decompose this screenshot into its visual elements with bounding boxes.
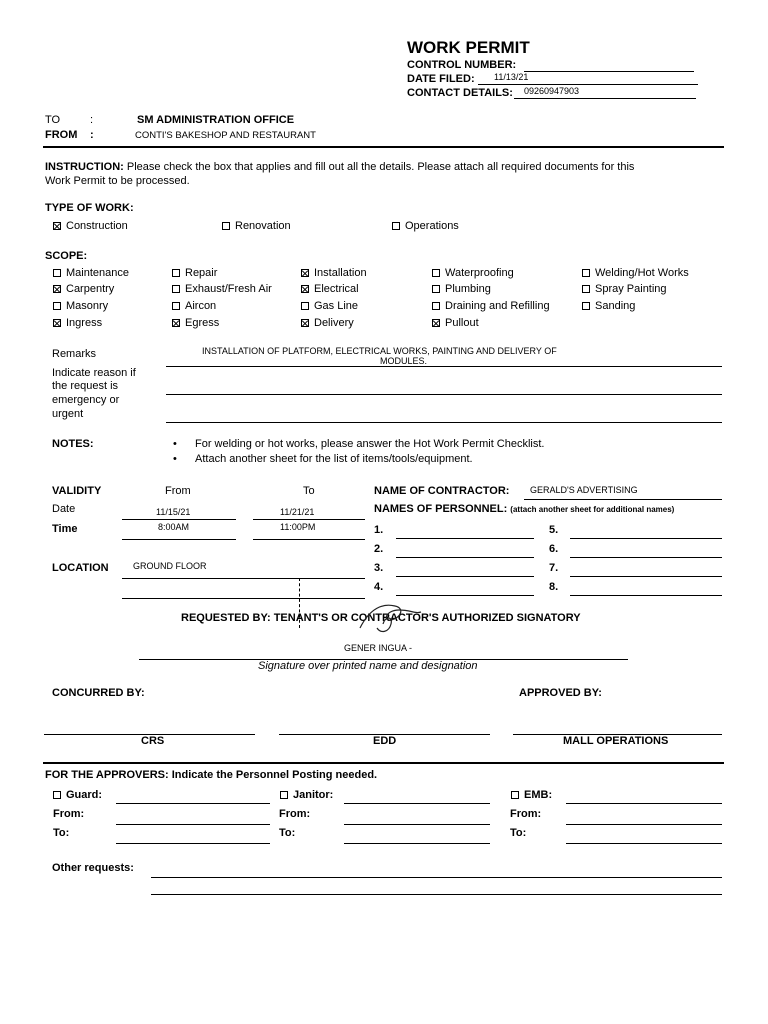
scope-ingress-checkbox[interactable]: Ingress — [53, 317, 102, 329]
personnel-number-4: 4. — [374, 581, 384, 593]
scope-spray-painting-checkbox[interactable]: Spray Painting — [582, 283, 667, 295]
to-value: SM ADMINISTRATION OFFICE — [137, 114, 295, 126]
contact-label: CONTACT DETAILS: — [407, 87, 513, 99]
control-number-field[interactable] — [524, 71, 694, 72]
emb-field[interactable] — [566, 803, 722, 804]
personnel-field-2[interactable] — [396, 557, 534, 558]
type-of-work-label: TYPE OF WORK: — [45, 202, 134, 214]
personnel-field-7[interactable] — [570, 576, 722, 577]
from-label: FROM — [45, 129, 78, 141]
validity-from-label: From — [165, 485, 191, 497]
scope-delivery-checkbox[interactable]: Delivery — [301, 317, 354, 329]
location-value: GROUND FLOOR — [133, 561, 207, 571]
time-from-value: 8:00AM — [158, 522, 190, 532]
validity-to-label: To — [303, 485, 315, 497]
emb-checkbox[interactable]: EMB: — [511, 789, 552, 801]
emb-from-field[interactable] — [566, 824, 722, 825]
note-item-2: Attach another sheet for the list of items/tools/equipment. — [195, 453, 473, 465]
reason-label-3: emergency or — [52, 394, 120, 406]
from-colon: : — [90, 129, 94, 141]
scope-masonry-checkbox[interactable]: Masonry — [53, 300, 108, 312]
approved-by-label: APPROVED BY: — [519, 687, 602, 699]
checkbox-icon — [172, 302, 180, 310]
mall-ops-label: MALL OPERATIONS — [563, 735, 669, 747]
guard-field[interactable] — [116, 803, 270, 804]
scope-repair-checkbox[interactable]: Repair — [172, 267, 217, 279]
personnel-number-3: 3. — [374, 562, 384, 574]
checkbox-icon — [222, 222, 230, 230]
personnel-number-1: 1. — [374, 524, 384, 536]
approvers-label: FOR THE APPROVERS: Indicate the Personnel Posting needed. — [45, 769, 378, 781]
scope-aircon-checkbox[interactable]: Aircon — [172, 300, 216, 312]
scope-pullout-checkbox[interactable]: Pullout — [432, 317, 479, 329]
checkbox-icon — [301, 285, 309, 293]
signatory-name: GENER INGUA - — [344, 643, 413, 653]
scope-carpentry-checkbox[interactable]: Carpentry — [53, 283, 114, 295]
checkbox-icon — [392, 222, 400, 230]
guard-from-label: From: — [53, 808, 85, 820]
note-bullet-1: • — [173, 438, 177, 450]
scope-installation-checkbox[interactable]: Installation — [301, 267, 367, 279]
from-value: CONTI'S BAKESHOP AND RESTAURANT — [135, 130, 316, 141]
checkbox-icon — [53, 285, 61, 293]
personnel-number-5: 5. — [549, 524, 559, 536]
contractor-name-label: NAME OF CONTRACTOR: — [374, 485, 510, 497]
date-label: Date — [52, 503, 76, 515]
crs-label: CRS — [141, 735, 165, 747]
approvals-divider — [43, 762, 724, 764]
scope-label: SCOPE: — [45, 250, 88, 262]
scope-waterproofing-checkbox[interactable]: Waterproofing — [432, 267, 514, 279]
to-label: TO — [45, 114, 61, 126]
signature-caption: Signature over printed name and designation — [258, 660, 478, 672]
janitor-to-field[interactable] — [344, 843, 490, 844]
location-label: LOCATION — [52, 562, 109, 574]
emb-from-label: From: — [510, 808, 542, 820]
janitor-checkbox[interactable]: Janitor: — [280, 789, 333, 801]
remarks-value-line2: MODULES. — [380, 356, 428, 366]
reason-label-4: urgent — [52, 408, 84, 420]
contractor-name-value: GERALD'S ADVERTISING — [530, 485, 638, 495]
concurred-by-label: CONCURRED BY: — [52, 687, 145, 699]
time-to-value: 11:00PM — [280, 522, 316, 532]
contact-value: 09260947903 — [524, 86, 580, 96]
guard-from-field[interactable] — [116, 824, 270, 825]
time-to-field[interactable] — [253, 539, 365, 540]
checkbox-icon — [301, 319, 309, 327]
personnel-number-6: 6. — [549, 543, 559, 555]
type-of-work-renovation-checkbox[interactable]: Renovation — [222, 220, 291, 232]
guard-to-label: To: — [53, 827, 70, 839]
personnel-field-4[interactable] — [396, 595, 534, 596]
validity-label: VALIDITY — [52, 485, 102, 497]
guard-checkbox[interactable]: Guard: — [53, 789, 102, 801]
checkbox-icon — [53, 319, 61, 327]
date-filed-field[interactable] — [478, 84, 698, 85]
page-title: WORK PERMIT — [407, 38, 530, 57]
reason-label-2: the request is — [52, 380, 119, 392]
notes-label: NOTES: — [52, 438, 94, 450]
personnel-field-1[interactable] — [396, 538, 534, 539]
location-field-line-1[interactable] — [122, 578, 365, 579]
remarks-field-line[interactable] — [166, 366, 722, 367]
checkbox-icon — [582, 269, 590, 277]
checkbox-icon — [172, 269, 180, 277]
checkbox-icon — [432, 319, 440, 327]
personnel-field-8[interactable] — [570, 595, 722, 596]
date-from-value: 11/15/21 — [156, 507, 191, 517]
scope-sanding-checkbox[interactable]: Sanding — [582, 300, 635, 312]
to-colon: : — [90, 114, 94, 126]
checkbox-icon — [172, 285, 180, 293]
checkbox-icon — [432, 269, 440, 277]
janitor-to-label: To: — [279, 827, 296, 839]
reason-field-line-1[interactable] — [166, 394, 722, 395]
checkbox-icon — [301, 269, 309, 277]
checkbox-icon — [301, 302, 309, 310]
requested-by-label: REQUESTED BY: TENANT'S OR CONTRACTOR'S AUTHORIZED SIGNATORY — [181, 612, 581, 624]
janitor-from-label: From: — [279, 808, 311, 820]
emb-to-label: To: — [510, 827, 527, 839]
personnel-number-8: 8. — [549, 581, 559, 593]
checkbox-icon — [172, 319, 180, 327]
location-field-line-2[interactable] — [122, 598, 365, 599]
emb-to-field[interactable] — [566, 843, 722, 844]
edd-label: EDD — [373, 735, 397, 747]
header-divider — [43, 146, 724, 148]
type-of-work-construction-checkbox[interactable]: Construction — [53, 220, 128, 232]
personnel-field-5[interactable] — [570, 538, 722, 539]
scope-welding-hot-works-checkbox[interactable]: Welding/Hot Works — [582, 267, 689, 279]
personnel-field-3[interactable] — [396, 576, 534, 577]
reason-field-line-2[interactable] — [166, 422, 722, 423]
checkbox-icon — [432, 285, 440, 293]
scope-draining-and-refilling-checkbox[interactable]: Draining and Refilling — [432, 300, 550, 312]
checkbox-icon — [53, 222, 61, 230]
instruction-line2: Work Permit to be processed. — [45, 175, 190, 187]
other-requests-field-1[interactable] — [151, 877, 722, 878]
note-bullet-2: • — [173, 453, 177, 465]
scope-gas-line-checkbox[interactable]: Gas Line — [301, 300, 358, 312]
scope-exhaust-fresh-air-checkbox[interactable]: Exhaust/Fresh Air — [172, 283, 272, 295]
date-from-field[interactable] — [122, 519, 236, 520]
checkbox-icon — [582, 302, 590, 310]
personnel-number-7: 7. — [549, 562, 559, 574]
note-item-1: For welding or hot works, please answer the Hot Work Permit Checklist. — [195, 438, 545, 450]
other-requests-label: Other requests: — [52, 862, 134, 874]
personnel-field-6[interactable] — [570, 557, 722, 558]
personnel-number-2: 2. — [374, 543, 384, 555]
date-to-field[interactable] — [253, 519, 365, 520]
time-from-field[interactable] — [122, 539, 236, 540]
personnel-label: NAMES OF PERSONNEL: (attach another sheet for additional names) — [374, 503, 675, 515]
checkbox-icon — [432, 302, 440, 310]
scope-egress-checkbox[interactable]: Egress — [172, 317, 219, 329]
date-to-value: 11/21/21 — [280, 507, 315, 517]
time-label: Time — [52, 523, 78, 535]
reason-label-1: Indicate reason if — [52, 367, 136, 379]
guard-to-field[interactable] — [116, 843, 270, 844]
contact-field[interactable] — [514, 98, 696, 99]
janitor-from-field[interactable] — [344, 824, 490, 825]
scope-maintenance-checkbox[interactable]: Maintenance — [53, 267, 129, 279]
checkbox-icon — [53, 302, 61, 310]
scope-electrical-checkbox[interactable]: Electrical — [301, 283, 359, 295]
control-number-label: CONTROL NUMBER: — [407, 59, 517, 71]
checkbox-icon — [53, 269, 61, 277]
contractor-name-field[interactable] — [524, 499, 722, 500]
remarks-label: Remarks — [52, 348, 97, 360]
type-of-work-operations-checkbox[interactable]: Operations — [392, 220, 459, 232]
scope-plumbing-checkbox[interactable]: Plumbing — [432, 283, 491, 295]
signature-image — [355, 598, 425, 638]
remarks-value-line1: INSTALLATION OF PLATFORM, ELECTRICAL WORKS, PAINTING AND DELIVERY OF — [202, 346, 557, 356]
date-filed-value: 11/13/21 — [494, 72, 529, 82]
other-requests-field-2[interactable] — [151, 894, 722, 895]
instruction-line1: INSTRUCTION: Please check the box that applies and fill out all the details. Please attach all required documents for this — [45, 161, 635, 173]
janitor-field[interactable] — [344, 803, 490, 804]
checkbox-icon — [582, 285, 590, 293]
date-filed-label: DATE FILED: — [407, 73, 475, 85]
